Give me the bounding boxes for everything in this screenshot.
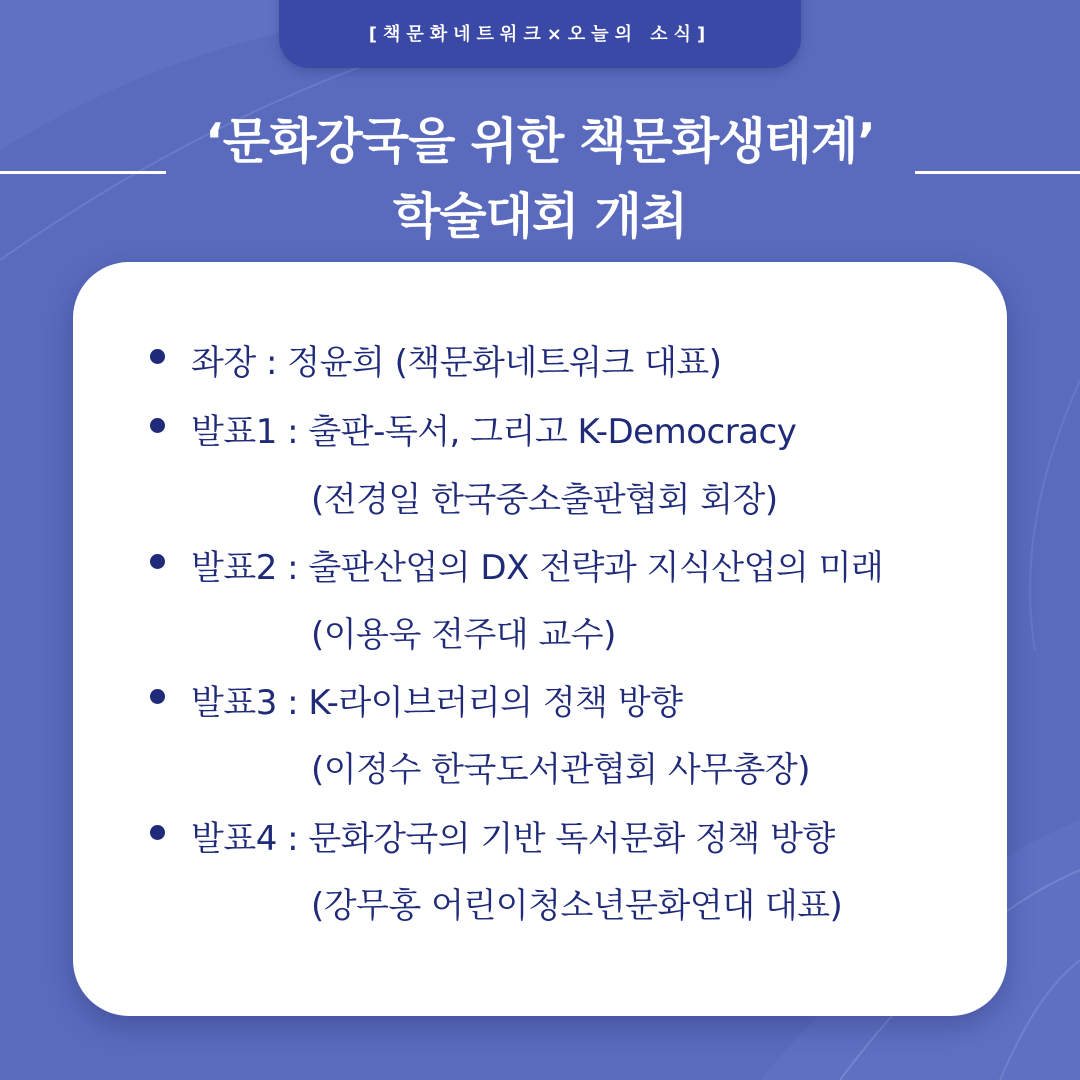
list-item-label: 발표4 : 문화강국의 기반 독서문화 정책 방향	[191, 819, 835, 859]
list-item-presenter: (강무홍 어린이청소년문화연대 대표)	[311, 886, 843, 926]
list-item-presenter: (전경일 한국중소출판협회 회장)	[311, 480, 778, 520]
bullet-icon	[150, 418, 165, 433]
list-item-presenter: (이정수 한국도서관협회 사무총장)	[311, 750, 810, 790]
page-title-line2: 학술대회 개최	[392, 188, 688, 245]
content-card	[73, 262, 1007, 1016]
header-tag-pill	[279, 0, 801, 68]
list-item-label: 좌장 : 정윤희 (책문화네트워크 대표)	[191, 343, 722, 383]
bullet-icon	[150, 689, 165, 704]
bullet-icon	[150, 349, 165, 364]
bullet-icon	[150, 825, 165, 840]
header-tag-text: [책문화네트워크×오늘의 소식]	[368, 24, 712, 45]
bullet-icon	[150, 554, 165, 569]
list-item-label: 발표2 : 출판산업의 DX 전략과 지식산업의 미래	[191, 548, 884, 588]
list-item-label: 발표1 : 출판-독서, 그리고 K-Democracy	[191, 412, 797, 452]
list-item-presenter: (이용욱 전주대 교수)	[311, 615, 616, 655]
page-title-line1: ‘문화강국을 위한 책문화생태계’	[205, 113, 875, 170]
list-item-label: 발표3 : K-라이브러리의 정책 방향	[191, 683, 683, 723]
